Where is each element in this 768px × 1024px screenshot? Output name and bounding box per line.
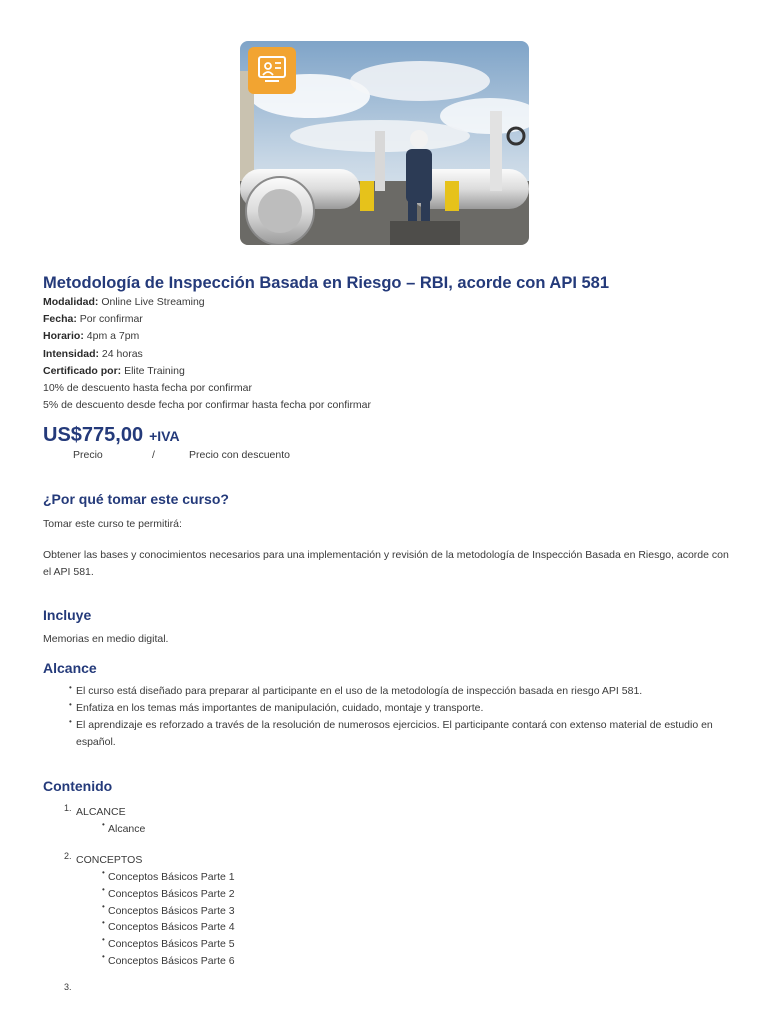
list-item: • Enfatiza en los temas más importantes de manipulación, cuidado, montaje y transporte. xyxy=(43,700,733,717)
contents-section xyxy=(43,804,733,838)
includes-body: Memorias en medio digital. xyxy=(43,633,169,646)
list-item: • Conceptos Básicos Parte 1 xyxy=(76,869,733,886)
list-item: • Conceptos Básicos Parte 4 xyxy=(76,919,733,936)
detail-value: 24 horas xyxy=(99,347,143,360)
contents-list xyxy=(43,803,733,993)
detail-value: Por confirmar xyxy=(76,313,143,326)
list-item: • Conceptos Básicos Parte 2 xyxy=(76,886,733,903)
detail-horario xyxy=(43,328,733,345)
course-title: Metodología de Inspección Basada en Riesgo – RBI, acorde con API 581 xyxy=(43,274,610,292)
list-item: • Alcance xyxy=(76,821,733,838)
section-number: 1. xyxy=(64,803,72,814)
detail-value: Elite Training xyxy=(121,364,185,377)
course-price: US$775,00 xyxy=(43,424,144,447)
course-hero-image xyxy=(240,41,529,245)
presentation-icon-badge xyxy=(248,47,296,94)
section-items xyxy=(76,821,733,838)
detail-fecha xyxy=(43,311,733,328)
course-details xyxy=(43,294,733,414)
list-item: • El aprendizaje es reforzado a través de la resolución de numerosos ejercicios. El participante contará con extenso material de estudio en español. xyxy=(43,717,733,751)
why-intro: Tomar este curso te permitirá: xyxy=(43,518,182,531)
discount-line: 5% de descuento desde fecha por confirmar hasta fecha por confirmar xyxy=(43,399,372,412)
list-item: • Conceptos Básicos Parte 5 xyxy=(76,936,733,953)
detail-label: Modalidad: xyxy=(43,296,99,308)
why-heading: ¿Por qué tomar este curso? xyxy=(43,491,229,508)
contents-section xyxy=(43,852,733,969)
price-labels xyxy=(43,449,733,465)
detail-modalidad xyxy=(43,294,733,311)
list-item: • El curso está diseñado para preparar al participante en el uso de la metodología de inspección basada en riesgo API 581. xyxy=(43,683,733,700)
price-row xyxy=(43,424,733,447)
detail-intensidad xyxy=(43,346,733,363)
detail-label: Horario: xyxy=(43,330,84,343)
scope-heading: Alcance xyxy=(43,660,97,677)
includes-heading: Incluye xyxy=(43,607,92,624)
price-label: Precio xyxy=(73,449,103,462)
detail-label: Fecha: xyxy=(43,313,77,326)
section-items xyxy=(76,869,733,969)
detail-label: Intensidad: xyxy=(43,347,100,360)
discount-line: 10% de descuento hasta fecha por confirmar xyxy=(43,382,252,395)
tax-label: +IVA xyxy=(149,428,180,445)
why-body: Obtener las bases y conocimientos necesarios para una implementación y revisión de la metodología de Inspección Basada en Riesgo, acorde con el API 581. xyxy=(43,549,729,579)
detail-certificado xyxy=(43,363,733,380)
scope-list xyxy=(43,683,733,751)
discount-price-label: Precio con descuento xyxy=(189,449,290,462)
section-title: CONCEPTOS xyxy=(76,854,143,867)
detail-label: Certificado por: xyxy=(43,364,122,377)
detail-value: Online Live Streaming xyxy=(98,296,205,308)
section-title: ALCANCE xyxy=(76,806,126,819)
list-item: • Conceptos Básicos Parte 6 xyxy=(76,953,733,970)
section-number: 3. xyxy=(64,982,72,993)
presentation-icon xyxy=(248,47,296,94)
contents-heading: Contenido xyxy=(43,778,113,795)
section-number: 2. xyxy=(64,851,72,862)
course-content xyxy=(43,272,733,993)
price-separator: / xyxy=(152,449,155,462)
detail-value: 4pm a 7pm xyxy=(83,330,140,343)
list-item: • Conceptos Básicos Parte 3 xyxy=(76,903,733,920)
